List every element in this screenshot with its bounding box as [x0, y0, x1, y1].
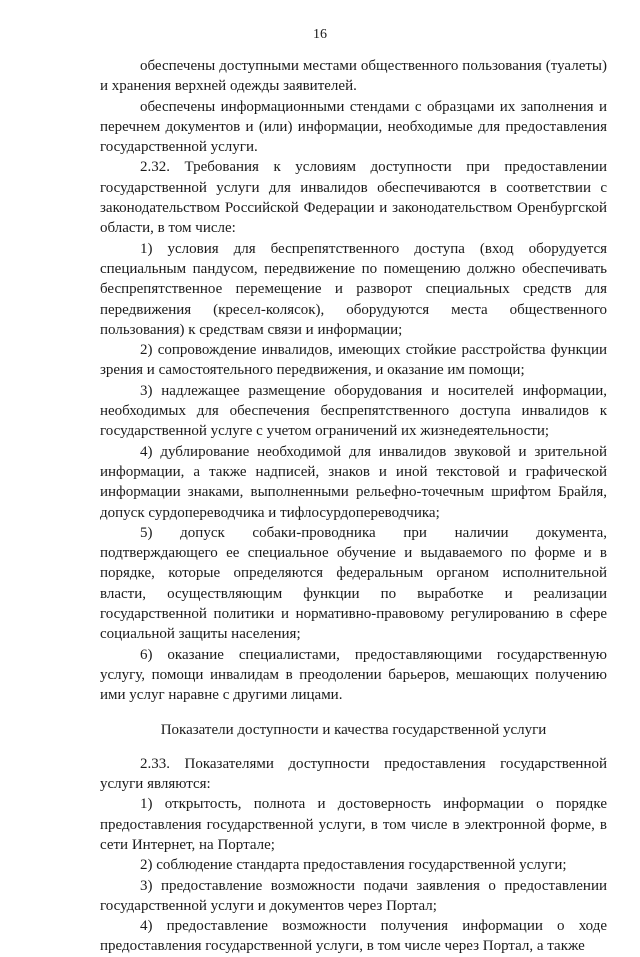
list-item-6: 6) оказание специалистами, предоставляющими государственную услугу, помощи инвалидам в преодолении барьеров, мешающих получению ими услуг наравне с другими лицами.: [100, 646, 607, 704]
document-body: [100, 56, 607, 957]
section-heading: Показатели доступности и качества государственной услуги: [160, 721, 547, 738]
list-item-5: 5) допуск собаки-проводника при наличии документа, подтверждающего ее специальное обучение и выдаваемого по форме и в порядке, которые определяются федеральным органом исполнительной власти, осуществляющим функции по выработке и реализации государственной политики и нормативно-правовому регулированию в сфере социальной защиты населения;: [100, 524, 607, 643]
page-number: 16: [313, 27, 327, 42]
list-item-3: 3) надлежащее размещение оборудования и носителей информации, необходимых для обеспечения беспрепятственного доступа инвалидов к государственной услуге с учетом ограничений их жизнедеятельности;: [100, 382, 607, 440]
indicator-item-1: 1) открытость, полнота и достоверность информации о порядке предоставления государственной услуги, в том числе в электронной форме, в сети Интернет, на Портале;: [100, 796, 607, 853]
paragraph-public-toilets: обеспечены доступными местами общественного пользования (туалеты) и хранения верхней одежды заявителей.: [100, 58, 607, 95]
list-item-2: 2) сопровождение инвалидов, имеющих стойкие расстройства функции зрения и самостоятельного передвижения, и оказание им помощи;: [100, 342, 607, 379]
indicator-item-2: 2) соблюдение стандарта предоставления государственной услуги;: [140, 857, 567, 874]
list-item-1: 1) условия для беспрепятственного доступа (вход оборудуется специальным пандусом, передвижение по помещению должно обеспечивать беспрепятственное перемещение и разворот специальных средств для передвижения (кресел-колясок), оборудуются места общественного пользования) к средствам связи и информации;: [100, 240, 607, 338]
indicator-item-4: 4) предоставление возможности получения информации о ходе предоставления государственной услуги, в том числе через Портал, а также: [100, 918, 607, 955]
paragraph-2-33: 2.33. Показателями доступности предоставления государственной услуги являются:: [100, 755, 607, 793]
indicator-item-3: 3) предоставление возможности подачи заявления о предоставлении государственной услуги и документов через Портал;: [100, 877, 607, 914]
list-item-4: 4) дублирование необходимой для инвалидов звуковой и зрительной информации, а также надписей, знаков и иной текстовой и графической информации знаками, выполненными рельефно-точечным шрифтом Брайля, допуск сурдопереводчика и тифлосурдопереводчика;: [100, 443, 607, 521]
paragraph-info-stands: обеспечены информационными стендами с образцами их заполнения и перечнем документов и (или) информации, необходимые для предоставления государственной услуги.: [100, 98, 607, 156]
paragraph-2-32: 2.32. Требования к условиям доступности при предоставлении государственной услуги для инвалидов обеспечиваются в соответствии с законодательством Российской Федерации и законодательством Оренбургской области, в том числе:: [100, 159, 607, 237]
